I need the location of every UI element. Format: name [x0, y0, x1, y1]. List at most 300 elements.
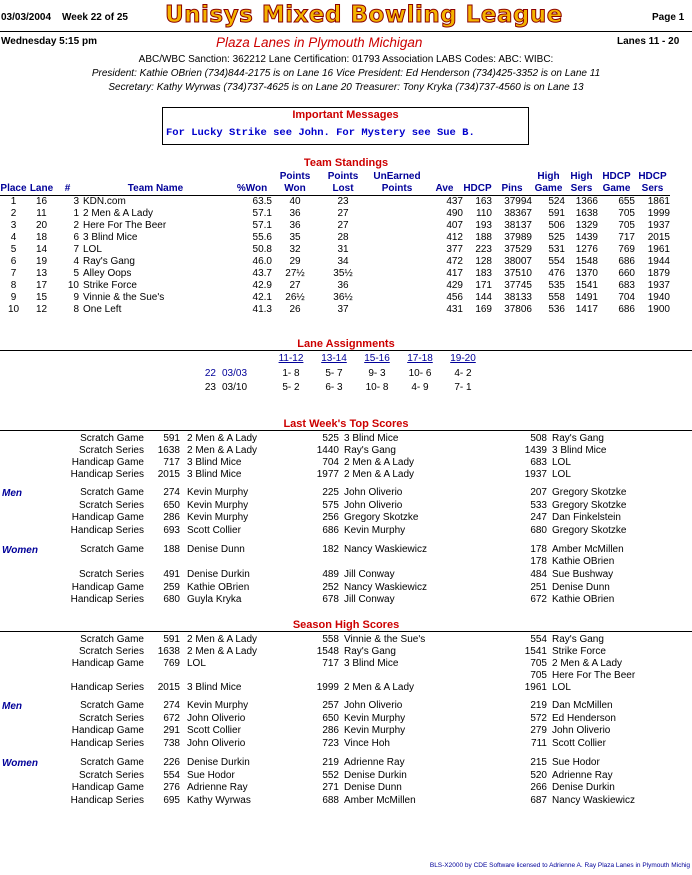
score-name: Adrienne Ray [344, 757, 405, 768]
standings-cell: 558 [548, 292, 565, 303]
standings-cell: 23 [318, 196, 368, 209]
lane-matchup: 4- 9 [411, 382, 429, 393]
lane-matchup: 1- 8 [282, 368, 300, 379]
col-ptswon: Points Won [279, 171, 311, 194]
lane-week-date: 03/10 [222, 382, 248, 393]
standings-cell: 2 [10, 208, 17, 219]
standings-title: Team Standings [303, 157, 389, 169]
standings-cell: 4 [10, 232, 17, 243]
standings-cell: 37510 [504, 268, 532, 279]
standings-cell: 42.1 [252, 292, 272, 303]
standings-cell: 31 [337, 244, 349, 255]
score-name: Sue Hodor [552, 757, 600, 768]
standings-cell [368, 304, 426, 316]
score-value: 572 [530, 713, 547, 724]
standings-cell: 12 [35, 304, 48, 315]
score-value: 1999 [316, 682, 339, 693]
standings-cell: 506 [548, 220, 565, 231]
score-name: John Oliverio [344, 500, 403, 511]
venue-title: Plaza Lanes in Plymouth Michigan [216, 35, 423, 50]
standings-cell: 10 [67, 280, 79, 291]
standings-cell: 110 [476, 208, 492, 219]
score-category: Handicap Series [70, 682, 144, 693]
score-category: Handicap Game [71, 457, 144, 468]
score-category: Handicap Series [70, 738, 144, 749]
score-category: Handicap Series [70, 594, 144, 605]
score-category: Scratch Game [80, 433, 144, 444]
score-value: 723 [322, 738, 339, 749]
standings-table [0, 171, 670, 316]
score-category: Scratch Game [80, 487, 144, 498]
score-name: Nancy Waskiewicz [552, 795, 635, 806]
score-name: 3 Blind Mice [552, 445, 607, 456]
score-value: 575 [322, 500, 339, 511]
col-ptslost: Points Lost [327, 171, 359, 194]
standings-cell: 8 [10, 280, 17, 291]
score-name: Denise Durkin [187, 569, 250, 580]
score-name: Sue Bushway [552, 569, 614, 580]
standings-cell: Ray's Gang [83, 256, 135, 267]
score-value: 2015 [157, 469, 180, 480]
standings-row [0, 208, 670, 220]
col-team: Team Name [127, 183, 184, 194]
score-name: John Oliverio [552, 725, 611, 736]
score-name: John Oliverio [344, 700, 403, 711]
score-name: Nancy Waskiewicz [344, 582, 427, 593]
standings-row [0, 304, 670, 316]
league-title: Unisys Mixed Bowling League [165, 2, 563, 28]
standings-cell: 686 [618, 304, 635, 315]
score-value: 274 [163, 487, 180, 498]
standings-cell: 50.8 [252, 244, 272, 255]
score-value: 672 [530, 594, 547, 605]
score-value: 226 [163, 757, 180, 768]
lane-week-number: 23 [204, 382, 216, 393]
lane-matchup: 10- 8 [365, 382, 389, 393]
score-value: 274 [163, 700, 180, 711]
lane-matchup: 5- 2 [282, 382, 300, 393]
score-value: 252 [322, 582, 339, 593]
score-name: Vince Hoh [344, 738, 390, 749]
standings-cell: 57.1 [252, 208, 272, 219]
standings-cell: 20 [35, 220, 48, 231]
standings-cell: 655 [598, 196, 635, 209]
women-label: Women [2, 758, 38, 769]
score-name: 3 Blind Mice [187, 682, 242, 693]
score-value: 286 [322, 725, 339, 736]
score-name: Amber McMillen [552, 544, 624, 555]
lastweek-title: Last Week's Top Scores [283, 418, 409, 430]
women-label: Women [2, 545, 38, 556]
standings-cell: 27 [289, 280, 301, 291]
score-name: LOL [552, 469, 571, 480]
score-value: 558 [322, 634, 339, 645]
lane-matchup: 10- 6 [408, 368, 432, 379]
score-category: Scratch Series [78, 713, 144, 724]
standings-cell: 717 [618, 232, 635, 243]
standings-cell: 531 [548, 244, 565, 255]
score-name: Denise Durkin [552, 782, 615, 793]
score-value: 259 [163, 582, 180, 593]
standings-cell: 37989 [504, 232, 532, 243]
score-name: Gregory Skotzke [344, 512, 419, 523]
score-value: 552 [322, 770, 339, 781]
standings-row [0, 256, 670, 268]
report-date: 03/03/2004 [1, 12, 52, 23]
col-hdcp-game: HDCP Game [602, 171, 631, 194]
score-value: 1638 [157, 445, 180, 456]
score-name: 2 Men & A Lady [187, 445, 258, 456]
standings-cell: 1937 [647, 220, 670, 231]
standings-cell: 46.0 [252, 256, 272, 267]
col-place: Place [0, 183, 27, 194]
score-name: LOL [552, 457, 571, 468]
standings-cell [368, 232, 426, 244]
standings-cell: 193 [475, 220, 492, 231]
standings-cell: 15 [35, 292, 48, 303]
col-unearned: UnEarned Points [373, 171, 421, 194]
standings-cell: 1541 [575, 280, 598, 291]
lane-matchup: 5- 7 [325, 368, 343, 379]
standings-row [0, 232, 670, 244]
standings-cell: 35½ [333, 268, 353, 279]
score-value: 769 [163, 658, 180, 669]
score-name: Kevin Murphy [344, 713, 406, 724]
standings-cell: 14 [35, 244, 48, 255]
standings-cell: 26 [289, 304, 301, 315]
score-value: 705 [530, 658, 547, 669]
standings-cell: 1 [0, 196, 27, 209]
score-value: 257 [322, 700, 339, 711]
score-value: 1440 [316, 445, 339, 456]
col-high-game: High Game [534, 171, 563, 194]
score-name: Kevin Murphy [344, 525, 406, 536]
standings-cell: 27 [337, 208, 349, 219]
score-category: Handicap Series [70, 525, 144, 536]
standings-cell: Vinnie & the Sue's [83, 292, 165, 303]
standings-cell: 38007 [504, 256, 532, 267]
standings-cell: 37745 [504, 280, 532, 291]
score-name: Scott Collier [187, 525, 241, 536]
standings-cell: 1879 [647, 268, 670, 279]
score-value: 678 [322, 594, 339, 605]
score-value: 1638 [157, 646, 180, 657]
lanes-title: Lane Assignments [297, 338, 395, 350]
score-value: 508 [530, 433, 547, 444]
standings-cell: 705 [618, 220, 635, 231]
standings-cell: 36 [289, 208, 301, 219]
standings-cell: 456 [446, 292, 463, 303]
score-value: 1977 [316, 469, 339, 480]
col-pins: Pins [501, 183, 523, 194]
standings-cell: 27½ [285, 268, 305, 279]
standings-cell: 171 [475, 280, 492, 291]
col-hdcp-sers: HDCP Sers [638, 171, 667, 194]
score-category: Scratch Series [78, 569, 144, 580]
standings-cell: 3 Blind Mice [83, 232, 138, 243]
standings-cell: 9 [10, 292, 17, 303]
score-name: Sue Hodor [187, 770, 235, 781]
standings-cell: 38367 [504, 208, 532, 219]
standings-cell: 16 [27, 196, 56, 209]
score-value: 591 [163, 433, 180, 444]
standings-cell: Alley Oops [83, 268, 132, 279]
score-name: Kathie OBrien [187, 582, 250, 593]
week-label: Week 22 of 25 [62, 12, 128, 23]
score-category: Scratch Series [78, 445, 144, 456]
standings-cell: Strike Force [83, 280, 137, 291]
divider [0, 631, 692, 632]
score-value: 687 [530, 795, 547, 806]
score-value: 738 [163, 738, 180, 749]
standings-cell: 1439 [575, 232, 598, 243]
men-label: Men [2, 701, 22, 712]
score-name: 2 Men & A Lady [344, 469, 415, 480]
officers-line-1: President: Kathie OBrien (734)844-2175 is on Lane 16 Vice President: Ed Henderson (734)425-3352 is on Lane 11 [91, 68, 601, 79]
score-value: 291 [163, 725, 180, 736]
standings-row [0, 292, 670, 304]
score-value: 207 [530, 487, 547, 498]
score-category: Scratch Series [78, 770, 144, 781]
score-value: 491 [163, 569, 180, 580]
lanes-range: Lanes 11 - 20 [617, 36, 680, 47]
score-name: Kathy Wyrwas [187, 795, 251, 806]
standings-cell: 9 [73, 292, 79, 303]
score-value: 525 [322, 433, 339, 444]
score-value: 650 [163, 500, 180, 511]
standings-cell: 536 [548, 304, 565, 315]
lane-pair-header: 17-18 [407, 353, 433, 364]
score-name: Denise Durkin [187, 757, 250, 768]
score-category: Scratch Series [78, 646, 144, 657]
score-value: 672 [163, 713, 180, 724]
standings-cell: 55.6 [252, 232, 272, 243]
score-name: Gregory Skotzke [552, 500, 627, 511]
score-value: 711 [531, 738, 547, 749]
score-name: John Oliverio [187, 738, 246, 749]
standings-cell: 525 [548, 232, 565, 243]
standings-cell: 6 [10, 256, 17, 267]
score-category: Handicap Game [71, 782, 144, 793]
score-value: 686 [322, 525, 339, 536]
standings-cell: 40 [272, 196, 318, 209]
score-category: Scratch Series [78, 500, 144, 511]
score-value: 489 [322, 569, 339, 580]
standings-cell: 17 [35, 280, 48, 291]
men-label: Men [2, 488, 22, 499]
divider [0, 430, 692, 431]
standings-cell: 5 [10, 244, 17, 255]
standings-cell: 28 [337, 232, 349, 243]
score-value: 178 [530, 544, 547, 555]
standings-cell: 38133 [504, 292, 532, 303]
day-time: Wednesday 5:15 pm [1, 36, 97, 47]
standings-cell: 169 [475, 304, 492, 315]
standings-cell: 163 [463, 196, 492, 209]
standings-cell: 128 [475, 256, 492, 267]
score-name: 2 Men & A Lady [344, 682, 415, 693]
lane-pair-header: 15-16 [364, 353, 390, 364]
standings-cell: 1940 [647, 292, 670, 303]
score-value: 1541 [524, 646, 547, 657]
standings-cell: 144 [475, 292, 492, 303]
score-value: 225 [322, 487, 339, 498]
score-name: Kathie OBrien [552, 556, 615, 567]
sanction-line: ABC/WBC Sanction: 362212 Lane Certification: 01793 Association LABS Codes: ABC: WIBC: [138, 54, 554, 65]
standings-cell: 4 [73, 256, 79, 267]
score-value: 2015 [157, 682, 180, 693]
standings-cell: 183 [475, 268, 492, 279]
standings-cell: KDN.com [79, 196, 232, 209]
standings-cell: 37529 [504, 244, 532, 255]
score-name: Kevin Murphy [187, 487, 249, 498]
score-name: Dan McMillen [552, 700, 613, 711]
score-value: 533 [530, 500, 547, 511]
score-name: 2 Men & A Lady [344, 457, 415, 468]
score-value: 688 [322, 795, 339, 806]
score-name: Denise Durkin [344, 770, 407, 781]
lane-pair-header: 11-12 [278, 353, 304, 364]
standings-row [0, 280, 670, 292]
standings-row [0, 196, 670, 209]
score-name: Ed Henderson [552, 713, 616, 724]
score-name: Kevin Murphy [187, 500, 249, 511]
score-category: Scratch Game [80, 634, 144, 645]
standings-cell: 188 [475, 232, 492, 243]
score-value: 704 [322, 457, 339, 468]
standings-cell [368, 256, 426, 268]
standings-cell: 35 [289, 232, 301, 243]
score-name: 2 Men & A Lady [187, 634, 258, 645]
score-value: 650 [322, 713, 339, 724]
standings-cell [368, 196, 426, 209]
score-name: Vinnie & the Sue's [344, 634, 426, 645]
score-name: Nancy Waskiewicz [344, 544, 427, 555]
standings-cell: 769 [618, 244, 635, 255]
standings-cell [368, 268, 426, 280]
score-category: Scratch Game [80, 700, 144, 711]
score-value: 717 [322, 658, 339, 669]
score-name: Jill Conway [344, 569, 395, 580]
score-category: Handicap Series [70, 795, 144, 806]
standings-cell [368, 292, 426, 304]
standings-cell: 2 Men & A Lady [83, 208, 154, 219]
score-name: 3 Blind Mice [187, 457, 242, 468]
standings-cell: 535 [548, 280, 565, 291]
standings-cell: 37994 [492, 196, 532, 209]
standings-cell: 57.1 [252, 220, 272, 231]
score-value: 178 [530, 556, 547, 567]
standings-cell: Here For The Beer [83, 220, 167, 231]
score-value: 182 [322, 544, 339, 555]
standings-cell: 37806 [504, 304, 532, 315]
standings-cell: 1861 [635, 196, 670, 209]
standings-cell: 36½ [333, 292, 353, 303]
standings-cell: 683 [618, 280, 635, 291]
standings-cell [368, 244, 426, 256]
standings-cell: 32 [289, 244, 301, 255]
score-name: Kevin Murphy [187, 512, 249, 523]
score-name: Here For The Beer [552, 670, 636, 681]
score-name: Adrienne Ray [552, 770, 613, 781]
score-name: Strike Force [552, 646, 606, 657]
standings-cell: 1638 [575, 208, 598, 219]
score-name: Amber McMillen [344, 795, 416, 806]
standings-cell: 1961 [647, 244, 670, 255]
score-value: 554 [163, 770, 180, 781]
standings-cell: 429 [446, 280, 463, 291]
score-value: 484 [530, 569, 547, 580]
score-name: 2 Men & A Lady [187, 433, 258, 444]
score-name: LOL [187, 658, 206, 669]
score-category: Scratch Game [80, 544, 144, 555]
score-value: 219 [530, 700, 547, 711]
standings-cell: 6 [73, 232, 79, 243]
standings-cell: 34 [337, 256, 349, 267]
score-name: Jill Conway [344, 594, 395, 605]
score-value: 271 [322, 782, 339, 793]
score-name: 2 Men & A Lady [552, 658, 623, 669]
score-value: 717 [163, 457, 180, 468]
standings-cell: 5 [73, 268, 79, 279]
standings-cell: 19 [35, 256, 48, 267]
standings-cell: LOL [83, 244, 102, 255]
standings-cell: 7 [10, 268, 17, 279]
standings-cell: One Left [83, 304, 122, 315]
score-category: Handicap Game [71, 725, 144, 736]
score-name: Gregory Skotzke [552, 487, 627, 498]
lane-week-date: 03/03 [222, 368, 248, 379]
standings-cell: 476 [548, 268, 565, 279]
standings-cell: 686 [618, 256, 635, 267]
standings-cell: 10 [7, 304, 20, 315]
score-value: 520 [530, 770, 547, 781]
col-ave: Ave [435, 183, 454, 194]
score-category: Handicap Game [71, 512, 144, 523]
score-value: 705 [530, 670, 547, 681]
score-value: 247 [530, 512, 547, 523]
col-high-sers: High Sers [570, 171, 593, 194]
standings-cell: 407 [446, 220, 463, 231]
standings-cell: 437 [426, 196, 463, 209]
standings-row [0, 244, 670, 256]
score-name: LOL [552, 682, 571, 693]
score-value: 693 [163, 525, 180, 536]
standings-cell: 18 [35, 232, 48, 243]
score-name: Kevin Murphy [344, 725, 406, 736]
score-value: 1548 [316, 646, 339, 657]
score-name: Guyla Kryka [187, 594, 242, 605]
score-value: 215 [530, 757, 547, 768]
score-value: 680 [163, 594, 180, 605]
standings-cell: 472 [446, 256, 463, 267]
score-name: 3 Blind Mice [344, 658, 399, 669]
standings-cell: 43.7 [252, 268, 272, 279]
lane-pair-header: 19-20 [450, 353, 476, 364]
standings-cell: 36 [289, 220, 301, 231]
standings-row [0, 268, 670, 280]
score-value: 276 [163, 782, 180, 793]
score-value: 591 [163, 634, 180, 645]
score-name: Denise Dunn [344, 782, 402, 793]
score-name: Denise Dunn [552, 582, 610, 593]
standings-cell: 660 [618, 268, 635, 279]
score-name: John Oliverio [187, 713, 246, 724]
score-value: 695 [163, 795, 180, 806]
score-name: 3 Blind Mice [187, 469, 242, 480]
standings-cell: 1900 [647, 304, 670, 315]
standings-cell [368, 220, 426, 232]
